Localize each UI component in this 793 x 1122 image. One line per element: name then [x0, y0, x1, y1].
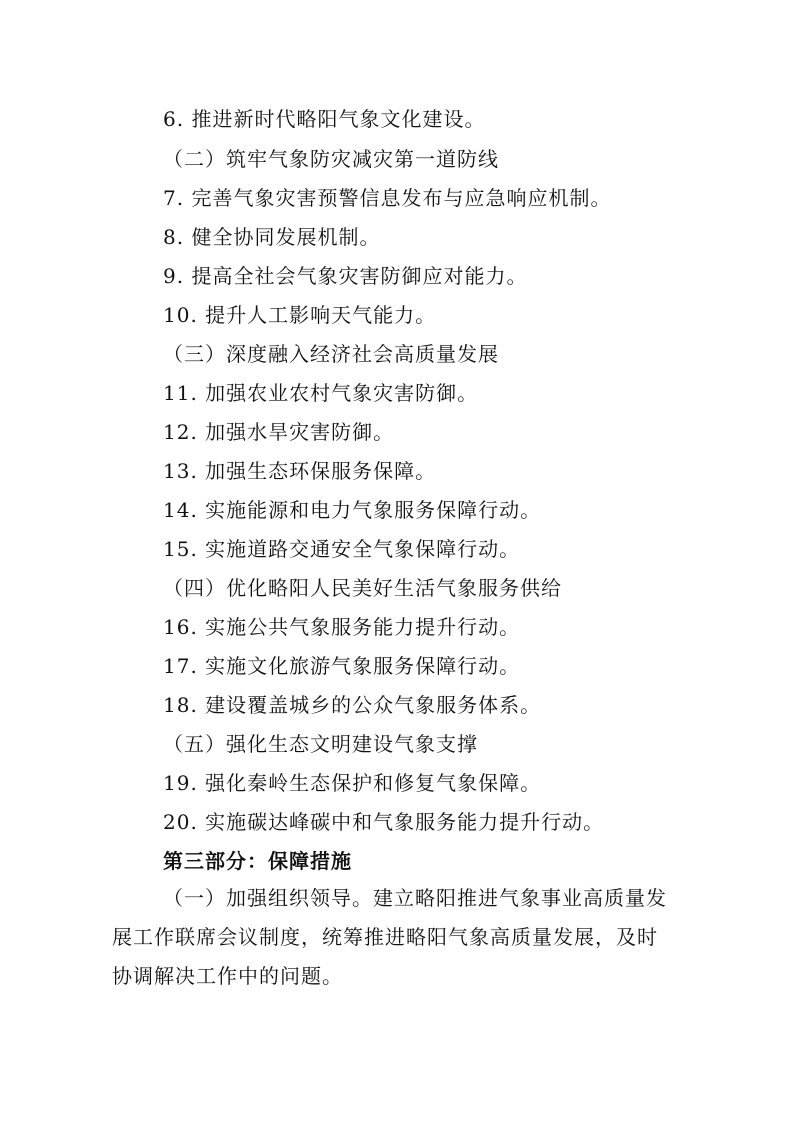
list-item: 13. 加强生态环保服务保障。 — [163, 459, 437, 483]
list-item: 8. 健全协同发展机制。 — [163, 225, 381, 249]
list-item: 18. 建设覆盖城乡的公众气象服务体系。 — [163, 693, 542, 717]
list-item: 15. 实施道路交通安全气象保障行动。 — [163, 537, 521, 561]
subsection-heading: （二）筑牢气象防灾减灾第一道防线 — [163, 147, 499, 171]
list-item: 17. 实施文化旅游气象服务保障行动。 — [163, 654, 521, 678]
list-item: 7. 完善气象灾害预警信息发布与应急响应机制。 — [163, 186, 612, 210]
subsection-heading: （三）深度融入经济社会高质量发展 — [163, 342, 499, 366]
body-paragraph — [112, 879, 682, 996]
list-item: 19. 强化秦岭生态保护和修复气象保障。 — [163, 771, 542, 795]
paragraph-line: （一）加强组织领导。建立略阳推进气象事业高质量发 — [163, 886, 667, 910]
list-item: 6. 推进新时代略阳气象文化建设。 — [163, 107, 486, 131]
subsection-heading: （四）优化略阳人民美好生活气象服务供给 — [163, 576, 562, 600]
list-item: 10. 提升人工影响天气能力。 — [163, 303, 437, 327]
list-item: 14. 实施能源和电力气象服务保障行动。 — [163, 498, 542, 522]
list-item: 20. 实施碳达峰碳中和气象服务能力提升行动。 — [163, 810, 605, 834]
paragraph-line: 协调解决工作中的问题。 — [112, 964, 343, 988]
list-item: 12. 加强水旱灾害防御。 — [163, 420, 395, 444]
subsection-heading: （五）强化生态文明建设气象支撑 — [163, 732, 478, 756]
section-heading: 第三部分：保障措施 — [163, 849, 352, 873]
paragraph-line: 展工作联席会议制度，统筹推进略阳气象高质量发展，及时 — [112, 925, 658, 949]
list-item: 9. 提高全社会气象灾害防御应对能力。 — [163, 264, 528, 288]
list-item: 11. 加强农业农村气象灾害防御。 — [163, 381, 479, 405]
list-item: 16. 实施公共气象服务能力提升行动。 — [163, 615, 521, 639]
